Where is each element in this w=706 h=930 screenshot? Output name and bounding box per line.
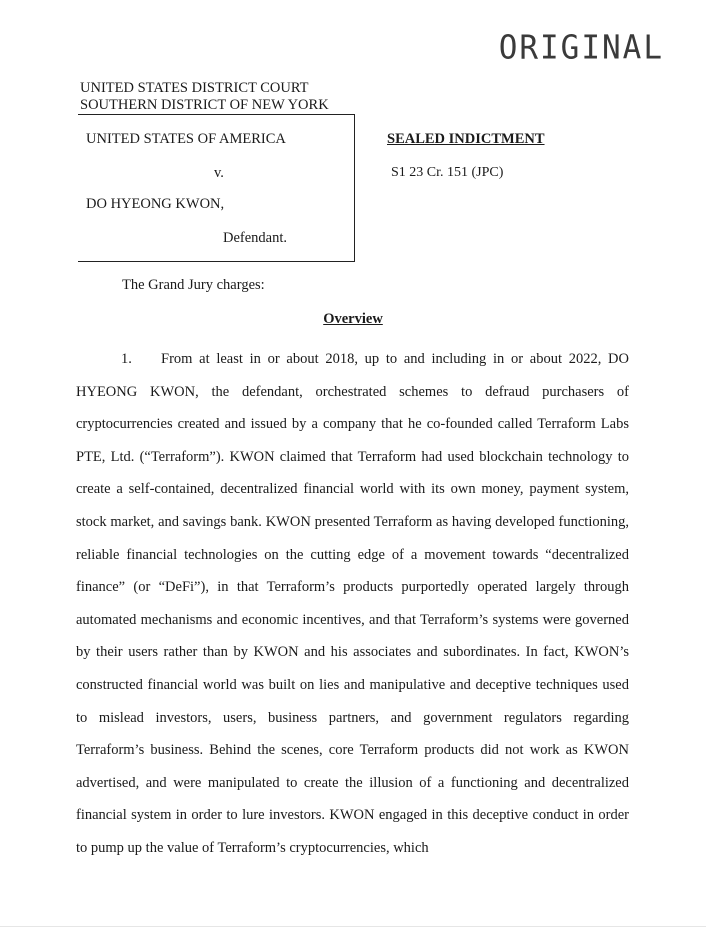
plaintiff-name: UNITED STATES OF AMERICA <box>86 131 286 147</box>
versus-label: v. <box>214 165 224 181</box>
case-caption-box <box>78 114 355 262</box>
case-number: S1 23 Cr. 151 (JPC) <box>391 165 504 180</box>
paragraph-1 <box>76 343 629 865</box>
court-heading <box>80 80 329 115</box>
page-bottom-rule <box>0 926 706 927</box>
grand-jury-intro: The Grand Jury charges: <box>122 277 265 293</box>
original-stamp: ORIGINAL <box>498 29 664 67</box>
defendant-label: Defendant. <box>223 230 288 246</box>
document-type-title: SEALED INDICTMENT <box>387 131 545 147</box>
court-name-line: UNITED STATES DISTRICT COURT <box>80 80 309 96</box>
paragraph-text: From at least in or about 2018, up to and including in or about 2022, DO HYEONG KWON, the defendant, orchestrated schemes to defraud purchasers of cryptocurrencies created and issued by a company that he co-founded called Terraform Labs PTE, Ltd. (“Terraform”). KWON claimed that Terraform had used blockchain technology to create a self-contained, decentralized financial world with its own money, payment system, stock market, and savings bank. KWON presented Terraform as having developed functioning, reliable financial technologies on the cutting edge of a movement towards “decentralized finance” (or “DeFi”), in that Terraform’s products purportedly operated largely through automated mechanisms and economic incentives, and that Terraform’s systems were governed by their users rather than by KWON and his associates and subordinates. In fact, KWON’s constructed financial world was built on lies and manipulative and deceptive techniques used to mislead investors, users, business partners, and government regulators regarding Terraform’s business. Behind the scenes, core Terraform products did not work as KWON advertised, and were manipulated to create the illusion of a functioning and decentralized financial system in order to lure investors. KWON engaged in this deceptive conduct in order to pump up the value of Terraform’s cryptocurrencies, which <box>76 351 629 856</box>
paragraph-number: 1. <box>121 351 132 367</box>
section-heading-overview: Overview <box>323 311 383 327</box>
defendant-name: DO HYEONG KWON, <box>86 196 225 212</box>
court-district-line: SOUTHERN DISTRICT OF NEW YORK <box>80 97 329 113</box>
